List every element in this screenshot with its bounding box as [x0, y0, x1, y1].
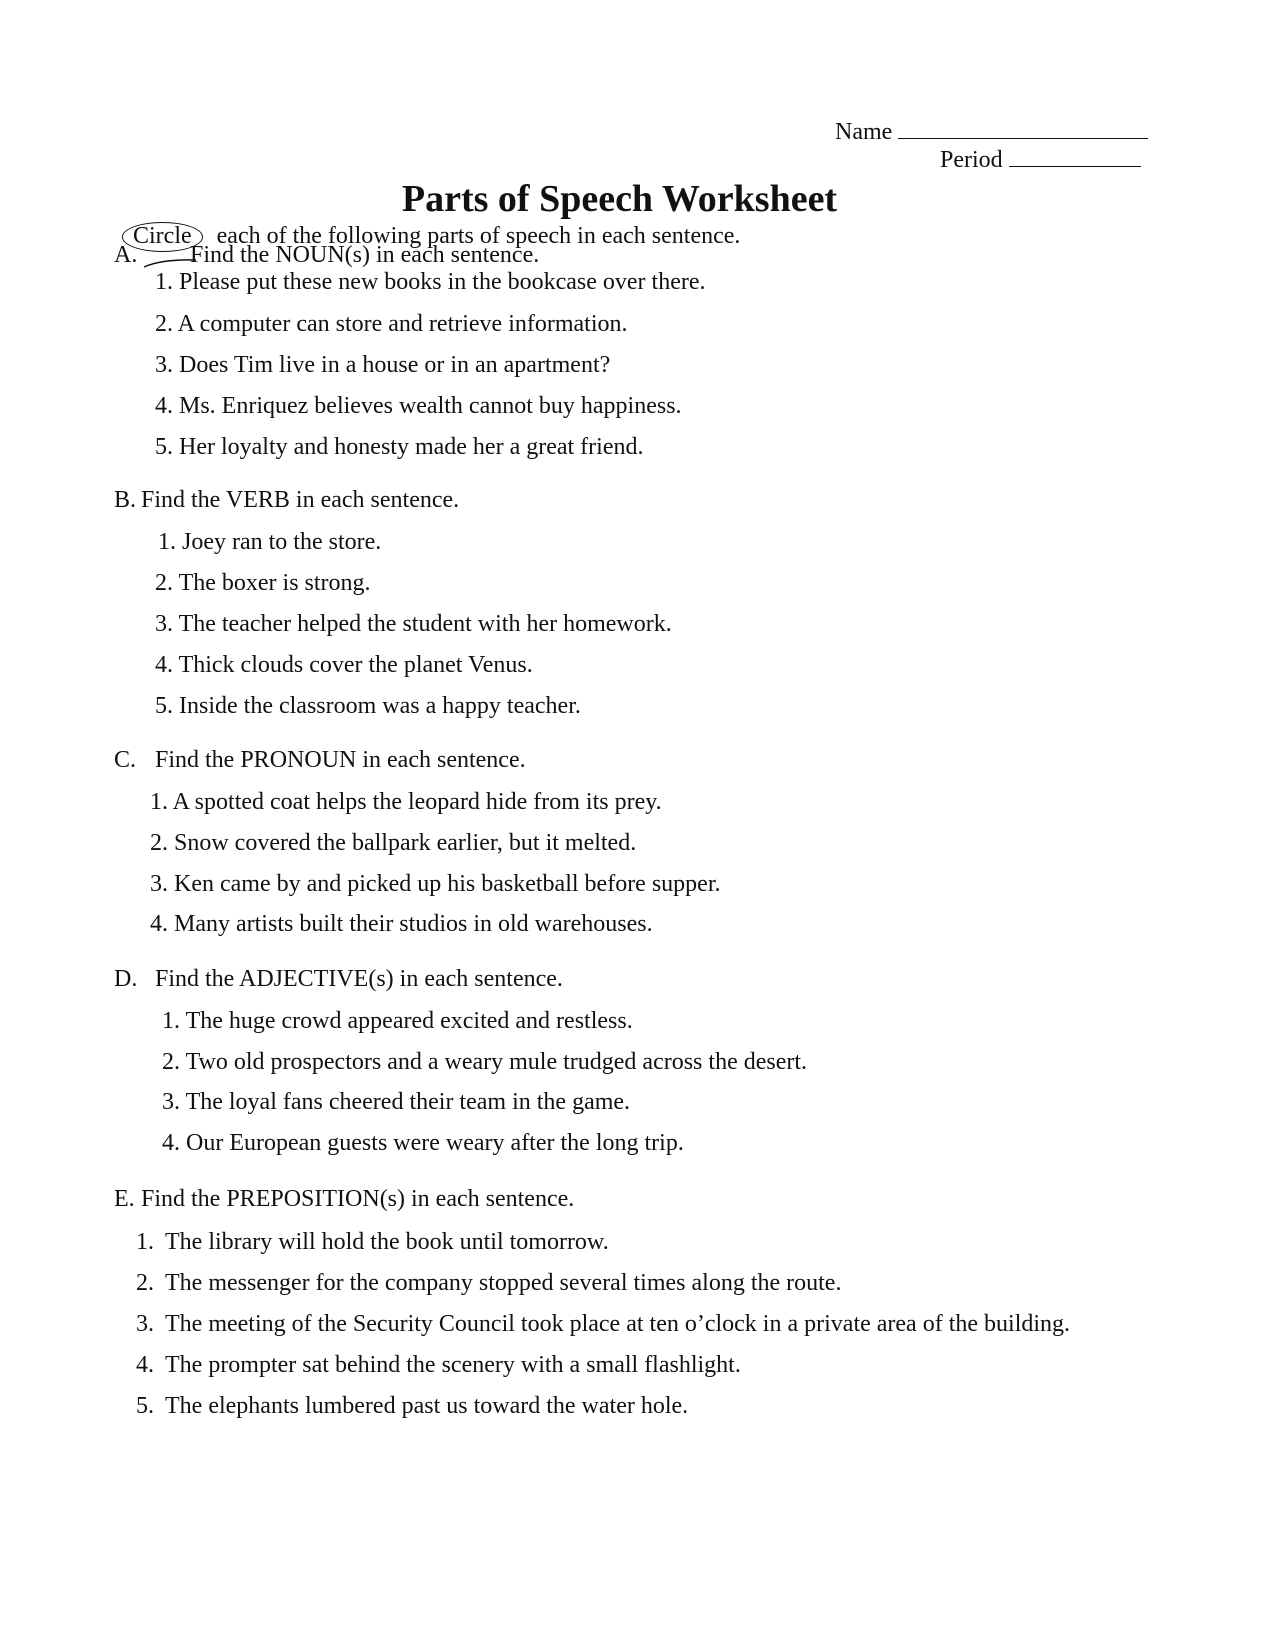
name-blank[interactable] [898, 118, 1148, 139]
section-e-item: The messenger for the company stopped several times along the route. [165, 1270, 842, 1296]
name-label: Name [835, 119, 893, 145]
section-c-item: 2. Snow covered the ballpark earlier, but it melted. [150, 830, 637, 856]
period-field [940, 146, 1141, 175]
section-c-letter: C. [114, 747, 137, 773]
section-a-item: 1. Please put these new books in the bookcase over there. [155, 269, 706, 295]
name-field [835, 118, 1148, 147]
section-a-heading: Find the NOUN(s) in each sentence. [190, 242, 540, 268]
section-e-item-number: 2. [136, 1270, 154, 1296]
section-b-letter: B. [114, 487, 137, 513]
section-e-item-number: 1. [136, 1229, 154, 1255]
section-b-item: 1. Joey ran to the store. [158, 529, 382, 555]
section-d-letter: D. [114, 966, 138, 992]
section-c-heading: Find the PRONOUN in each sentence. [155, 747, 526, 773]
page-title: Parts of Speech Worksheet [401, 178, 838, 220]
section-b-item: 2. The boxer is strong. [155, 570, 371, 596]
section-a-item: 4. Ms. Enriquez believes wealth cannot buy happiness. [155, 393, 682, 419]
circled-word: Circle [122, 222, 203, 252]
section-e-item: The library will hold the book until tomorrow. [165, 1229, 609, 1255]
section-a-item: 5. Her loyalty and honesty made her a great friend. [155, 434, 644, 460]
section-e-item-number: 5. [136, 1393, 154, 1419]
section-e-letter: E. [114, 1186, 135, 1212]
section-a-item: 2. A computer can store and retrieve information. [155, 311, 628, 337]
section-e-heading: Find the PREPOSITION(s) in each sentence. [141, 1186, 575, 1212]
section-d-item: 1. The huge crowd appeared excited and restless. [162, 1008, 633, 1034]
section-e-item: The elephants lumbered past us toward the water hole. [165, 1393, 689, 1419]
section-c-item: 4. Many artists built their studios in old warehouses. [150, 911, 653, 937]
section-e-item-number: 4. [136, 1352, 154, 1378]
section-e-item-number: 3. [136, 1311, 154, 1337]
section-d-heading: Find the ADJECTIVE(s) in each sentence. [155, 966, 563, 992]
section-a-item: 3. Does Tim live in a house or in an apartment? [155, 352, 611, 378]
instruction-text: each of the following parts of speech in each sentence. [216, 223, 741, 249]
section-b-heading: Find the VERB in each sentence. [141, 487, 460, 513]
period-label: Period [940, 147, 1003, 173]
section-d-item: 2. Two old prospectors and a weary mule trudged across the desert. [162, 1049, 808, 1075]
section-b-item: 5. Inside the classroom was a happy teacher. [155, 693, 581, 719]
section-b-item: 4. Thick clouds cover the planet Venus. [155, 652, 533, 678]
period-blank[interactable] [1009, 146, 1141, 167]
section-d-item: 3. The loyal fans cheered their team in the game. [162, 1089, 631, 1115]
section-a-letter: A. [114, 242, 138, 268]
section-d-item: 4. Our European guests were weary after the long trip. [162, 1130, 684, 1156]
section-b-item: 3. The teacher helped the student with her homework. [155, 611, 672, 637]
section-c-item: 3. Ken came by and picked up his basketball before supper. [150, 871, 721, 897]
section-e-item: The meeting of the Security Council took place at ten o’clock in a private area of the building. [165, 1311, 1071, 1337]
section-e-item: The prompter sat behind the scenery with a small flashlight. [165, 1352, 741, 1378]
section-c-item: 1. A spotted coat helps the leopard hide from its prey. [150, 789, 662, 815]
